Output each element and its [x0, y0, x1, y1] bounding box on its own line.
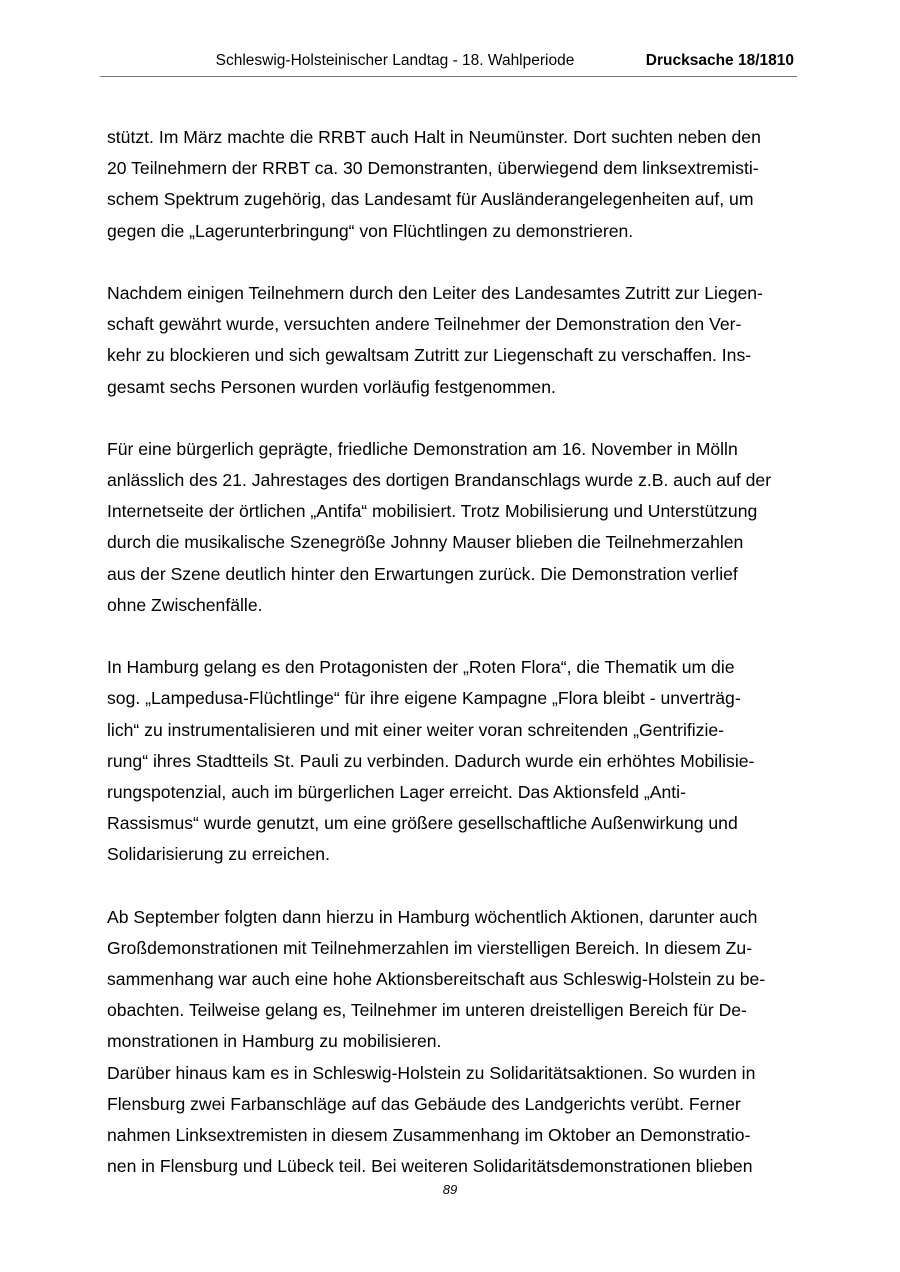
text-line: obachten. Teilweise gelang es, Teilnehmer im unteren dreistelligen Bereich für De-	[107, 1000, 747, 1021]
header-divider	[100, 76, 797, 77]
text-line: aus der Szene deutlich hinter den Erwartungen zurück. Die Demonstration verlief	[107, 563, 738, 584]
header-title: Schleswig-Holsteinischer Landtag - 18. Wahlperiode	[215, 52, 575, 69]
text-line: 20 Teilnehmern der RRBT ca. 30 Demonstranten, überwiegend dem linksextremisti-	[107, 158, 759, 179]
page-number: 89	[442, 1182, 458, 1197]
text-line: Nachdem einigen Teilnehmern durch den Leiter des Landesamtes Zutritt zur Liegen-	[107, 282, 763, 303]
body-text	[107, 122, 807, 1182]
text-line: rung“ ihres Stadtteils St. Pauli zu verbinden. Dadurch wurde ein erhöhtes Mobilisie-	[107, 750, 755, 771]
text-line: anlässlich des 21. Jahrestages des dortigen Brandanschlags wurde z.B. auch auf der	[107, 470, 772, 491]
paragraph-gap	[107, 871, 807, 902]
text-line: gegen die „Lagerunterbringung“ von Flüchtlingen zu demonstrieren.	[107, 220, 634, 241]
paragraph	[107, 278, 807, 403]
text-line: In Hamburg gelang es den Protagonisten der „Roten Flora“, die Thematik um die	[107, 657, 735, 678]
text-line: rungspotenzial, auch im bürgerlichen Lager erreicht. Das Aktionsfeld „Anti-	[107, 781, 686, 802]
text-line: gesamt sechs Personen wurden vorläufig festgenommen.	[107, 376, 556, 397]
text-line: Flensburg zwei Farbanschläge auf das Gebäude des Landgerichts verübt. Ferner	[107, 1093, 741, 1114]
paragraph-gap	[107, 621, 807, 652]
text-line: schem Spektrum zugehörig, das Landesamt für Ausländerangelegenheiten auf, um	[107, 189, 754, 210]
text-line: stützt. Im März machte die RRBT auch Halt in Neumünster. Dort suchten neben den	[107, 127, 761, 147]
text-line: Darüber hinaus kam es in Schleswig-Holstein zu Solidaritätsaktionen. So wurden in	[107, 1062, 756, 1083]
text-line: nahmen Linksextremisten in diesem Zusammenhang im Oktober an Demonstratio-	[107, 1125, 751, 1145]
paragraph-gap	[107, 247, 807, 278]
text-line: Internetseite der örtlichen „Antifa“ mobilisiert. Trotz Mobilisierung und Unterstützung	[107, 501, 758, 522]
text-line: sog. „Lampedusa-Flüchtlinge“ für ihre eigene Kampagne „Flora bleibt - unverträg-	[107, 688, 741, 709]
text-line: Ab September folgten dann hierzu in Hamburg wöchentlich Aktionen, darunter auch	[107, 906, 758, 927]
text-line: lich“ zu instrumentalisieren und mit einer weiter voran schreitenden „Gentrifizie-	[107, 719, 725, 740]
paragraph	[107, 902, 807, 1183]
text-line: nen in Flensburg und Lübeck teil. Bei weiteren Solidaritätsdemonstrationen blieben	[107, 1156, 753, 1177]
paragraph	[107, 652, 807, 870]
text-line: durch die musikalische Szenegröße Johnny Mauser blieben die Teilnehmerzahlen	[107, 532, 744, 553]
text-line: ohne Zwischenfälle.	[107, 594, 263, 615]
text-line: sammenhang war auch eine hohe Aktionsbereitschaft aus Schleswig-Holstein zu be-	[107, 969, 766, 990]
text-line: kehr zu blockieren und sich gewaltsam Zutritt zur Liegenschaft zu verschaffen. Ins-	[107, 345, 752, 366]
text-line: Solidarisierung zu erreichen.	[107, 844, 330, 865]
text-line: schaft gewährt wurde, versuchten andere Teilnehmer der Demonstration den Ver-	[107, 314, 742, 335]
text-line: monstrationen in Hamburg zu mobilisieren.	[107, 1031, 442, 1052]
document-number: Drucksache 18/1810	[645, 52, 794, 69]
paragraph-gap	[107, 403, 807, 434]
text-line: Für eine bürgerlich geprägte, friedliche Demonstration am 16. November in Mölln	[107, 438, 738, 459]
text-line: Rassismus“ wurde genutzt, um eine größere gesellschaftliche Außenwirkung und	[107, 813, 738, 834]
paragraph	[107, 122, 807, 247]
paragraph	[107, 434, 807, 621]
text-line: Großdemonstrationen mit Teilnehmerzahlen im vierstelligen Bereich. In diesem Zu-	[107, 937, 753, 958]
